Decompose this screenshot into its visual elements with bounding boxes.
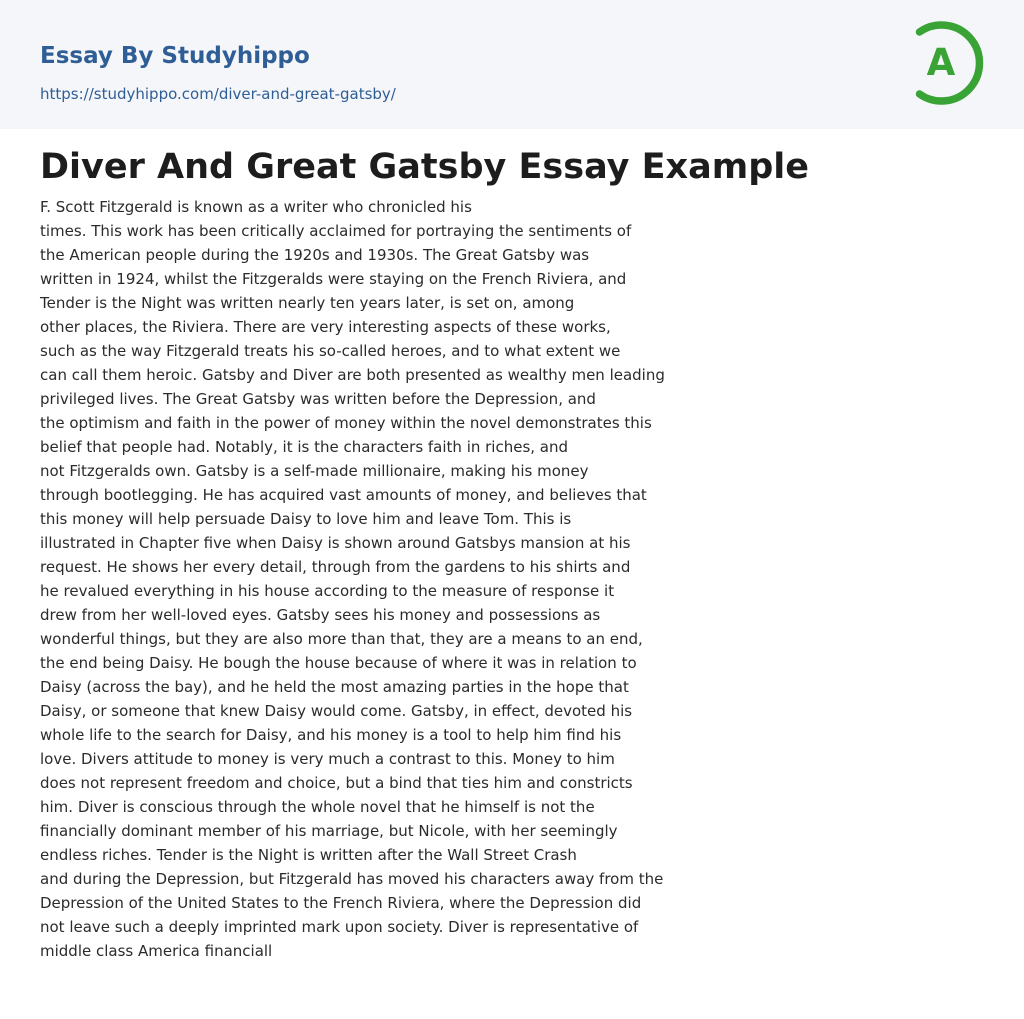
- essay-line: this money will help persuade Daisy to love him and leave Tom. This is: [40, 510, 572, 528]
- essay-line: does not represent freedom and choice, but a bind that ties him and constricts: [40, 774, 633, 792]
- logo-icon[interactable]: [910, 18, 988, 108]
- essay-line: through bootlegging. He has acquired vast amounts of money, and believes that: [40, 486, 647, 504]
- essay-line: not leave such a deeply imprinted mark upon society. Diver is representative of: [40, 918, 639, 936]
- essay-line: request. He shows her every detail, through from the gardens to his shirts and: [40, 558, 631, 576]
- site-header: [0, 0, 1024, 129]
- essay-line: F. Scott Fitzgerald is known as a writer who chronicled his: [40, 198, 472, 216]
- essay-line: written in 1924, whilst the Fitzgeralds were staying on the French Riviera, and: [40, 270, 627, 288]
- essay-line: and during the Depression, but Fitzgerald has moved his characters away from the: [40, 870, 664, 888]
- essay-line: times. This work has been critically acclaimed for portraying the sentiments of: [40, 222, 632, 240]
- essay-line: he revalued everything in his house according to the measure of response it: [40, 582, 615, 600]
- essay-line: the American people during the 1920s and 1930s. The Great Gatsby was: [40, 246, 590, 264]
- essay-line: wonderful things, but they are also more than that, they are a means to an end,: [40, 630, 643, 648]
- essay-line: such as the way Fitzgerald treats his so-called heroes, and to what extent we: [40, 342, 621, 360]
- essay-line: privileged lives. The Great Gatsby was written before the Depression, and: [40, 390, 596, 408]
- essay-line: financially dominant member of his marriage, but Nicole, with her seemingly: [40, 822, 618, 840]
- essay-line: drew from her well-loved eyes. Gatsby sees his money and possessions as: [40, 606, 601, 624]
- essay-line: him. Diver is conscious through the whole novel that he himself is not the: [40, 798, 595, 816]
- page-title: Diver And Great Gatsby Essay Example: [40, 147, 809, 187]
- essay-line: middle class America financiall: [40, 942, 273, 960]
- essay-line: endless riches. Tender is the Night is written after the Wall Street Crash: [40, 846, 577, 864]
- essay-line: whole life to the search for Daisy, and his money is a tool to help him find his: [40, 726, 622, 744]
- source-url-link[interactable]: https://studyhippo.com/diver-and-great-gatsby/: [40, 85, 396, 103]
- logo-letter: A: [926, 41, 956, 84]
- essay-line: other places, the Riviera. There are very interesting aspects of these works,: [40, 318, 611, 336]
- essay-line: love. Divers attitude to money is very much a contrast to this. Money to him: [40, 750, 615, 768]
- essay-line: illustrated in Chapter five when Daisy is shown around Gatsbys mansion at his: [40, 534, 631, 552]
- essay-body: [40, 195, 760, 963]
- site-brand-title[interactable]: Essay By Studyhippo: [40, 43, 310, 69]
- essay-line: Daisy (across the bay), and he held the most amazing parties in the hope that: [40, 678, 629, 696]
- essay-line: can call them heroic. Gatsby and Diver are both presented as wealthy men leading: [40, 366, 665, 384]
- essay-line: Depression of the United States to the French Riviera, where the Depression did: [40, 894, 642, 912]
- essay-line: not Fitzgeralds own. Gatsby is a self-made millionaire, making his money: [40, 462, 589, 480]
- essay-line: the optimism and faith in the power of money within the novel demonstrates this: [40, 414, 652, 432]
- essay-line: Daisy, or someone that knew Daisy would come. Gatsby, in effect, devoted his: [40, 702, 633, 720]
- essay-line: the end being Daisy. He bough the house because of where it was in relation to: [40, 654, 637, 672]
- essay-line: belief that people had. Notably, it is the characters faith in riches, and: [40, 438, 569, 456]
- essay-line: Tender is the Night was written nearly ten years later, is set on, among: [40, 294, 575, 312]
